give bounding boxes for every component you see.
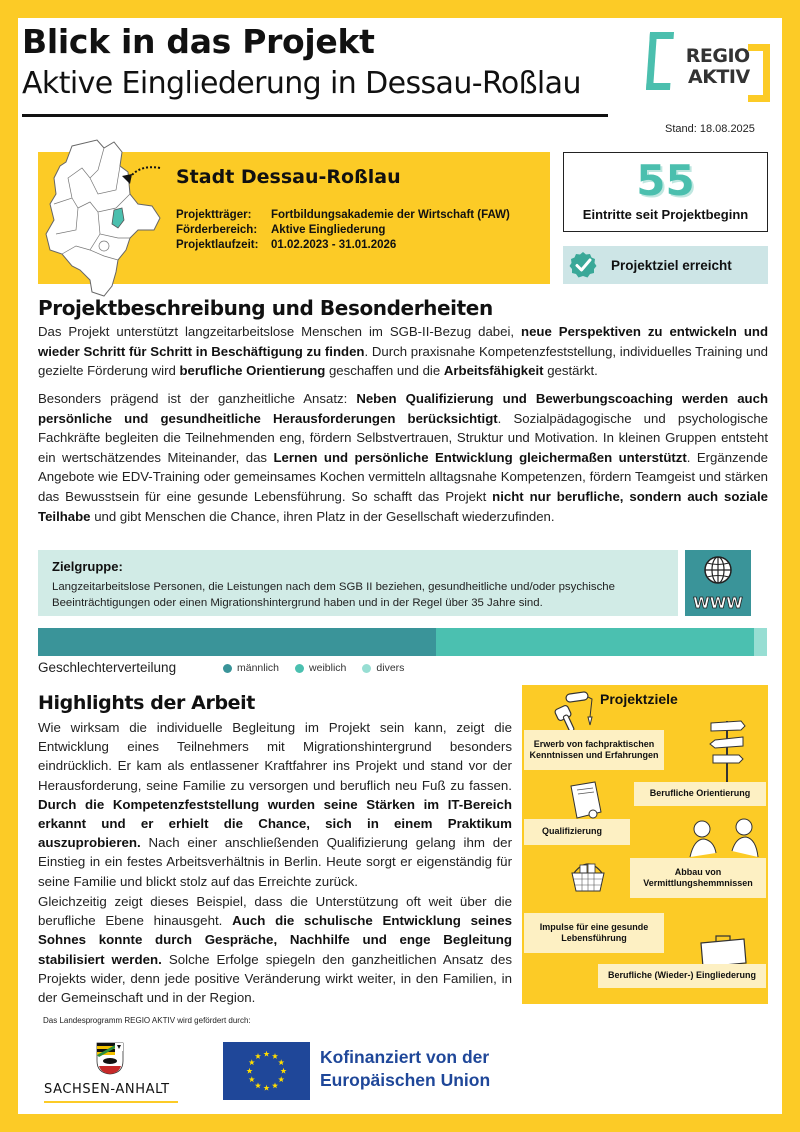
body-text: geschaffen und die bbox=[325, 363, 444, 379]
fact-row bbox=[176, 208, 510, 223]
project-goals-title: Projektziele bbox=[600, 691, 678, 707]
gender-segment-2 bbox=[754, 628, 767, 656]
highlights-heading: Highlights der Arbeit bbox=[38, 692, 255, 714]
fact-row bbox=[176, 238, 510, 253]
body-text: Nach einer anschließenden Qualifizierung gelang ihm der Einstieg in ein festes Arbeitsverhältnis in Berlin. Heute sorgt er eigenständig für seine Familie und blickt stolz auf das Erreichte zurück. bbox=[38, 835, 512, 889]
gender-segment-1 bbox=[436, 628, 754, 656]
logo-line1: REGIO bbox=[685, 45, 750, 67]
eu-star-icon bbox=[278, 1059, 284, 1065]
body-text: gestärkt. bbox=[543, 363, 598, 379]
eu-cofinanced-text bbox=[320, 1046, 490, 1092]
goal-reached-text: Projektziel erreicht bbox=[611, 257, 732, 273]
website-link[interactable] bbox=[685, 550, 751, 616]
yellow-frame bbox=[0, 1114, 800, 1132]
eu-star-icon bbox=[263, 1051, 269, 1057]
eu-star-icon bbox=[280, 1068, 286, 1074]
regio-aktiv-logo bbox=[648, 32, 788, 122]
goal-item: Abbau von Vermittlungshemmnissen bbox=[630, 858, 766, 898]
globe-icon bbox=[685, 550, 751, 616]
fact-value: Fortbildungsakademie der Wirtschaft (FAW) bbox=[271, 209, 510, 221]
emphasis-text: berufliche Orientierung bbox=[179, 363, 326, 379]
eu-star-icon bbox=[249, 1059, 255, 1065]
emphasis-text: Durch die Kompetenzfeststellung wurden seine Stärken im IT-Bereich erkannt und er erhielt die Chance, sich in einem Praktikum auszuprobieren. bbox=[38, 796, 512, 851]
legend-dot-icon bbox=[223, 664, 232, 673]
logo-text bbox=[680, 46, 750, 88]
goal-item: Qualifizierung bbox=[524, 819, 630, 845]
page-subtitle: Aktive Eingliederung in Dessau-Roßlau bbox=[22, 66, 581, 101]
eu-star-icon bbox=[263, 1085, 269, 1091]
eu-star-icon bbox=[272, 1053, 278, 1059]
fact-row bbox=[176, 223, 510, 238]
legend-label: männlich bbox=[237, 662, 280, 674]
eu-star-icon bbox=[246, 1068, 252, 1074]
target-group-title: Zielgruppe: bbox=[52, 559, 123, 574]
emphasis-text: Auch die schulische Entwicklung seines Sohnes konnte durch Gespräche, Nachhilfe und enge Begleitung stabilisiert werden. bbox=[38, 913, 512, 967]
goal-reached-badge bbox=[563, 246, 768, 284]
project-goals-panel bbox=[522, 685, 768, 1004]
goal-item: Erwerb von fachpraktischen Kenntnissen und Erfahrungen bbox=[524, 730, 664, 770]
eu-star-icon bbox=[255, 1083, 261, 1089]
body-text: und gibt Menschen die Chance, ihren Platz in der Gesellschaft wiederzufinden. bbox=[90, 508, 555, 524]
project-facts bbox=[176, 208, 510, 253]
body-text: . Ergänzende Angebote wie EDV-Training oder gemeinsames Kochen vermitteln alltagsnahe Kompetenzen, fördern Teamgeist und stärken das Bewusstsein für eine gesunde Lebensführung. So schafft das Projekt bbox=[38, 449, 768, 504]
goal-item: Berufliche (Wieder-) Eingliederung bbox=[598, 964, 766, 988]
goal-item: Impulse für eine gesunde Lebensführung bbox=[524, 913, 664, 953]
emphasis-text: neue Perspektiven zu entwickeln und wieder Schritt für Schritt in Beschäftigung zu finden bbox=[38, 324, 768, 359]
fact-label: Förderbereich: bbox=[176, 224, 258, 236]
logo-line2: AKTIV bbox=[688, 66, 750, 88]
eu-flag-icon bbox=[223, 1042, 310, 1100]
sachsen-anhalt-underline bbox=[44, 1101, 178, 1103]
sachsen-anhalt-coat-of-arms-icon bbox=[95, 1040, 125, 1076]
emphasis-text: nicht nur berufliche, sondern auch soziale Teilhabe bbox=[38, 488, 769, 524]
description-paragraph-1 bbox=[38, 322, 768, 381]
eu-text-line1: Kofinanziert von der bbox=[320, 1047, 490, 1067]
description-paragraph-2 bbox=[38, 389, 768, 526]
eu-star-icon bbox=[278, 1076, 284, 1082]
entries-count-box bbox=[563, 152, 768, 232]
fact-label: Projektträger: bbox=[176, 209, 252, 221]
entries-count: 55 bbox=[636, 156, 695, 205]
body-text: Gleichzeitig zeigt dieses Beispiel, dass die Unterstützung oft weit über die berufliche Ebene hinausgeht. bbox=[38, 894, 512, 929]
saxony-anhalt-map-icon bbox=[42, 138, 162, 298]
gender-segment-0 bbox=[38, 628, 436, 656]
title-divider bbox=[22, 114, 608, 117]
eu-star-icon bbox=[249, 1076, 255, 1082]
entries-count-label: Eintritte seit Projektbeginn bbox=[582, 207, 749, 222]
gender-distribution-label: Geschlechterverteilung bbox=[38, 660, 177, 675]
highlights-paragraph-1 bbox=[38, 718, 512, 891]
fact-label: Projektlaufzeit: bbox=[176, 239, 259, 251]
gender-legend bbox=[223, 662, 404, 674]
emphasis-text: Neben Qualifizierung und Bewerbungscoaching werden auch persönliche und gesundheitliche Herausforderungen berücksichtigt bbox=[38, 391, 768, 426]
target-group-text: Langzeitarbeitslose Personen, die Leistungen nach dem SGB II beziehen, gesundheitliche und/oder psychische Beeinträchtigungen oder einen Migrationshintergrund haben und in der Regel über 35 Jahre sind. bbox=[52, 581, 615, 609]
fact-value: 01.02.2023 - 31.01.2026 bbox=[271, 239, 397, 251]
tools-icon bbox=[552, 689, 602, 734]
body-text: . Durch praxisnahe Kompetenzfeststellung, individuelles Training und gezielte Förderung wird bbox=[38, 343, 769, 379]
basket-icon bbox=[568, 857, 608, 897]
fact-value: Aktive Eingliederung bbox=[271, 224, 386, 236]
logo-bracket-left bbox=[646, 32, 674, 90]
legend-dot-icon bbox=[295, 664, 304, 673]
legend-item bbox=[362, 662, 404, 674]
legend-label: divers bbox=[376, 662, 405, 674]
description-heading: Projektbeschreibung und Besonderheiten bbox=[38, 296, 493, 320]
eu-text-line2: Europäischen Union bbox=[320, 1070, 491, 1090]
legend-item bbox=[295, 662, 346, 674]
body-text: Das Projekt unterstützt langzeitarbeitslose Menschen im SGB-II-Bezug dabei, bbox=[38, 324, 522, 339]
page-title: Blick in das Projekt bbox=[22, 22, 375, 61]
logo-bracket-right bbox=[748, 44, 770, 102]
www-label: WWW bbox=[693, 594, 743, 612]
body-text: . Sozialpädagogische und psychologische Fachkräfte begleiten die Teilnehmenden eng, fördern Selbstvertrauen, Struktur und Motivation. In kleinen Gruppen entsteht ein wertschätzendes Miteinander, das bbox=[38, 410, 768, 465]
location-title: Stadt Dessau-Roßlau bbox=[176, 166, 401, 188]
legend-item bbox=[223, 662, 279, 674]
eu-star-icon bbox=[272, 1083, 278, 1089]
check-badge-icon bbox=[569, 251, 597, 279]
gender-distribution-bar bbox=[38, 628, 767, 656]
body-text: Solche Erfolge spiegeln den ganzheitlichen Ansatz des Projekts wider, denn jede positive Veränderung wirkt weiter, in den Familien, in der Gemeinschaft und in der Region. bbox=[38, 951, 512, 1006]
eu-star-icon bbox=[255, 1053, 261, 1059]
legend-dot-icon bbox=[362, 664, 371, 673]
target-group-box bbox=[38, 550, 678, 616]
highlights-paragraph-2 bbox=[38, 892, 512, 1007]
stand-date: Stand: 18.08.2025 bbox=[665, 123, 755, 135]
goal-item: Berufliche Orientierung bbox=[634, 782, 766, 806]
signpost-icon bbox=[707, 717, 747, 787]
funding-note: Das Landesprogramm REGIO AKTIV wird gefördert durch: bbox=[43, 1016, 251, 1025]
body-text: Besonders prägend ist der ganzheitliche Ansatz: bbox=[38, 391, 357, 406]
sachsen-anhalt-label: SACHSEN-ANHALT bbox=[44, 1082, 170, 1097]
legend-label: weiblich bbox=[309, 662, 347, 674]
emphasis-text: Lernen und persönliche Entwicklung gleichermaßen unterstützt bbox=[273, 449, 687, 465]
body-text: Wie wirksam die individuelle Begleitung im Projekt sein kann, zeigt die Entwicklung eines Teilnehmers mit Migrationshintergrund besonders eindrücklich. Er kam als entlassener Kraftfahrer ins Projekt und stand vor der Herausforderung, seine Familie zu versorgen und beruflich neu Fuß zu fassen. bbox=[38, 720, 512, 793]
emphasis-text: Arbeitsfähigkeit bbox=[443, 363, 544, 379]
